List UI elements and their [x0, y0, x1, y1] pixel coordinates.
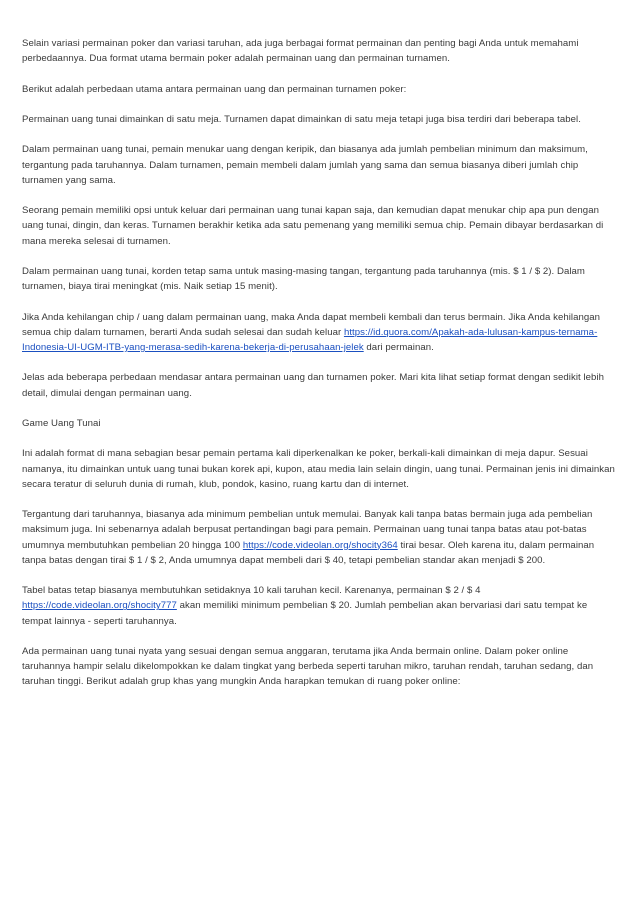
- paragraph-differences-intro: Berikut adalah perbedaan utama antara permainan uang dan permainan turnamen poker:: [22, 83, 407, 95]
- paragraph-intro: Selain variasi permainan poker dan variasi taruhan, ada juga berbagai format permainan dan penting bagi Anda untuk memahami perbedaannya. Dua format utama bermain poker adalah permainan uang dan permainan turnamen.: [22, 38, 579, 65]
- paragraph-rebuy-text-before: Jika Anda kehilangan chip / uang dalam permainan uang, maka Anda dapat membeli kembali dan terus bermain. Jika Anda kehilangan semua chip dalam turnamen, berarti Anda sudah selesai dan sudah keluar: [22, 311, 601, 338]
- paragraph-fixed-limit-text-before: Tabel batas tetap biasanya membutuhkan setidaknya 10 kali taruhan kecil. Karenanya, permainan $ 2 / $ 4: [22, 585, 481, 597]
- videolan-link-364[interactable]: https://code.videolan.org/shocity364: [242, 539, 398, 551]
- paragraph-buy-in: Dalam permainan uang tunai, pemain menukar uang dengan keripik, dan biasanya ada jumlah pembelian minimum dan maksimum, tergantung pada taruhannya. Dalam turnamen, pemain membeli dalam jumlah yang sama dan semua biasanya diberi jumlah chip turnamen yang sama.: [22, 144, 588, 186]
- paragraph-fixed-limit: [22, 583, 618, 629]
- paragraph-tables: Permainan uang tunai dimainkan di satu meja. Turnamen dapat dimainkan di satu meja tetapi juga bisa terdiri dari beberapa tabel.: [22, 113, 581, 125]
- paragraph-cash-game-format: Ini adalah format di mana sebagian besar pemain pertama kali diperkenalkan ke poker, berkali-kali dimainkan di meja dapur. Sesuai namanya, itu dimainkan untuk uang tunai bukan korek api, kupon, atau media lain selain dingin, uang tunai. Permainan jenis ini dimainkan secara teratur di seluruh dunia di rumah, klub, pondok, kasino, ruang kartu dan di internet.: [22, 448, 615, 490]
- paragraph-blinds: Dalam permainan uang tunai, korden tetap sama untuk masing-masing tangan, tergantung pada taruhannya (mis. $ 1 / $ 2). Dalam turnamen, biaya tirai meningkat (mis. Naik setiap 15 menit).: [22, 265, 585, 293]
- paragraph-minimum-buy-in: [22, 507, 618, 568]
- paragraph-format-overview: Jelas ada beberapa perbedaan mendasar antara permainan uang dan turnamen poker. Mari kita lihat setiap format dengan sedikit lebih detail, dimulai dengan permainan uang.: [22, 372, 604, 399]
- paragraph-online-stakes: Ada permainan uang tunai nyata yang sesuai dengan semua anggaran, terutama jika Anda bermain online. Dalam poker online taruhannya hampir selalu dikelompokkan ke dalam tingkat yang berbeda seperti taruhan mikro, taruhan rendah, taruhan sedang, dan taruhan tinggi. Berikut adalah grup khas yang mungkin Anda harapkan temukan di ruang poker online:: [22, 645, 594, 688]
- videolan-link-777[interactable]: https://code.videolan.org/shocity777: [22, 600, 177, 612]
- paragraph-rebuy-text-after: dari permainan.: [363, 341, 434, 353]
- paragraph-cash-out: Seorang pemain memiliki opsi untuk keluar dari permainan uang tunai kapan saja, dan kemudian dapat menukar chip apa pun dengan uang tunai, dingin, dan keras. Turnamen berakhir ketika ada satu pemenang yang memiliki semua chip. Pemain dibayar berdasarkan di mana mereka selesai di turnamen.: [22, 205, 604, 247]
- article-body: [22, 36, 618, 705]
- paragraph-fixed-limit-text-after: akan memiliki minimum pembelian $ 20. Jumlah pembelian akan bervariasi dari satu tempat ke tempat lainnya - seperti taruhannya.: [22, 600, 588, 627]
- paragraph-minimum-buy-in-text-after: tirai besar. Oleh karena itu, dalam permainan tanpa batas dengan tirai $ 1 / $ 2, Anda umumnya dapat membeli dari $ 40, tetapi pembelian standar akan menjadi $ 200.: [22, 539, 595, 566]
- paragraph-rebuy: [22, 310, 618, 356]
- section-heading-cash-games: Game Uang Tunai: [22, 417, 101, 429]
- quora-link[interactable]: https://id.quora.com/Apakah-ada-lulusan-kampus-ternama-Indonesia-UI-UGM-ITB-yang-merasa-sedih-karena-bekerja-di-perusahaan-jelek: [22, 326, 598, 353]
- paragraph-minimum-buy-in-text-before: Tergantung dari taruhannya, biasanya ada minimum pembelian untuk memulai. Banyak kali tanpa batas bermain juga ada pembelian maksimum juga. Ini sebenarnya adalah berpusat pertandingan bagi para pemain. Permainan uang tunai tanpa batas atau pot-batas umumnya membutuhkan pembelian 20 hingga 100: [22, 509, 593, 551]
